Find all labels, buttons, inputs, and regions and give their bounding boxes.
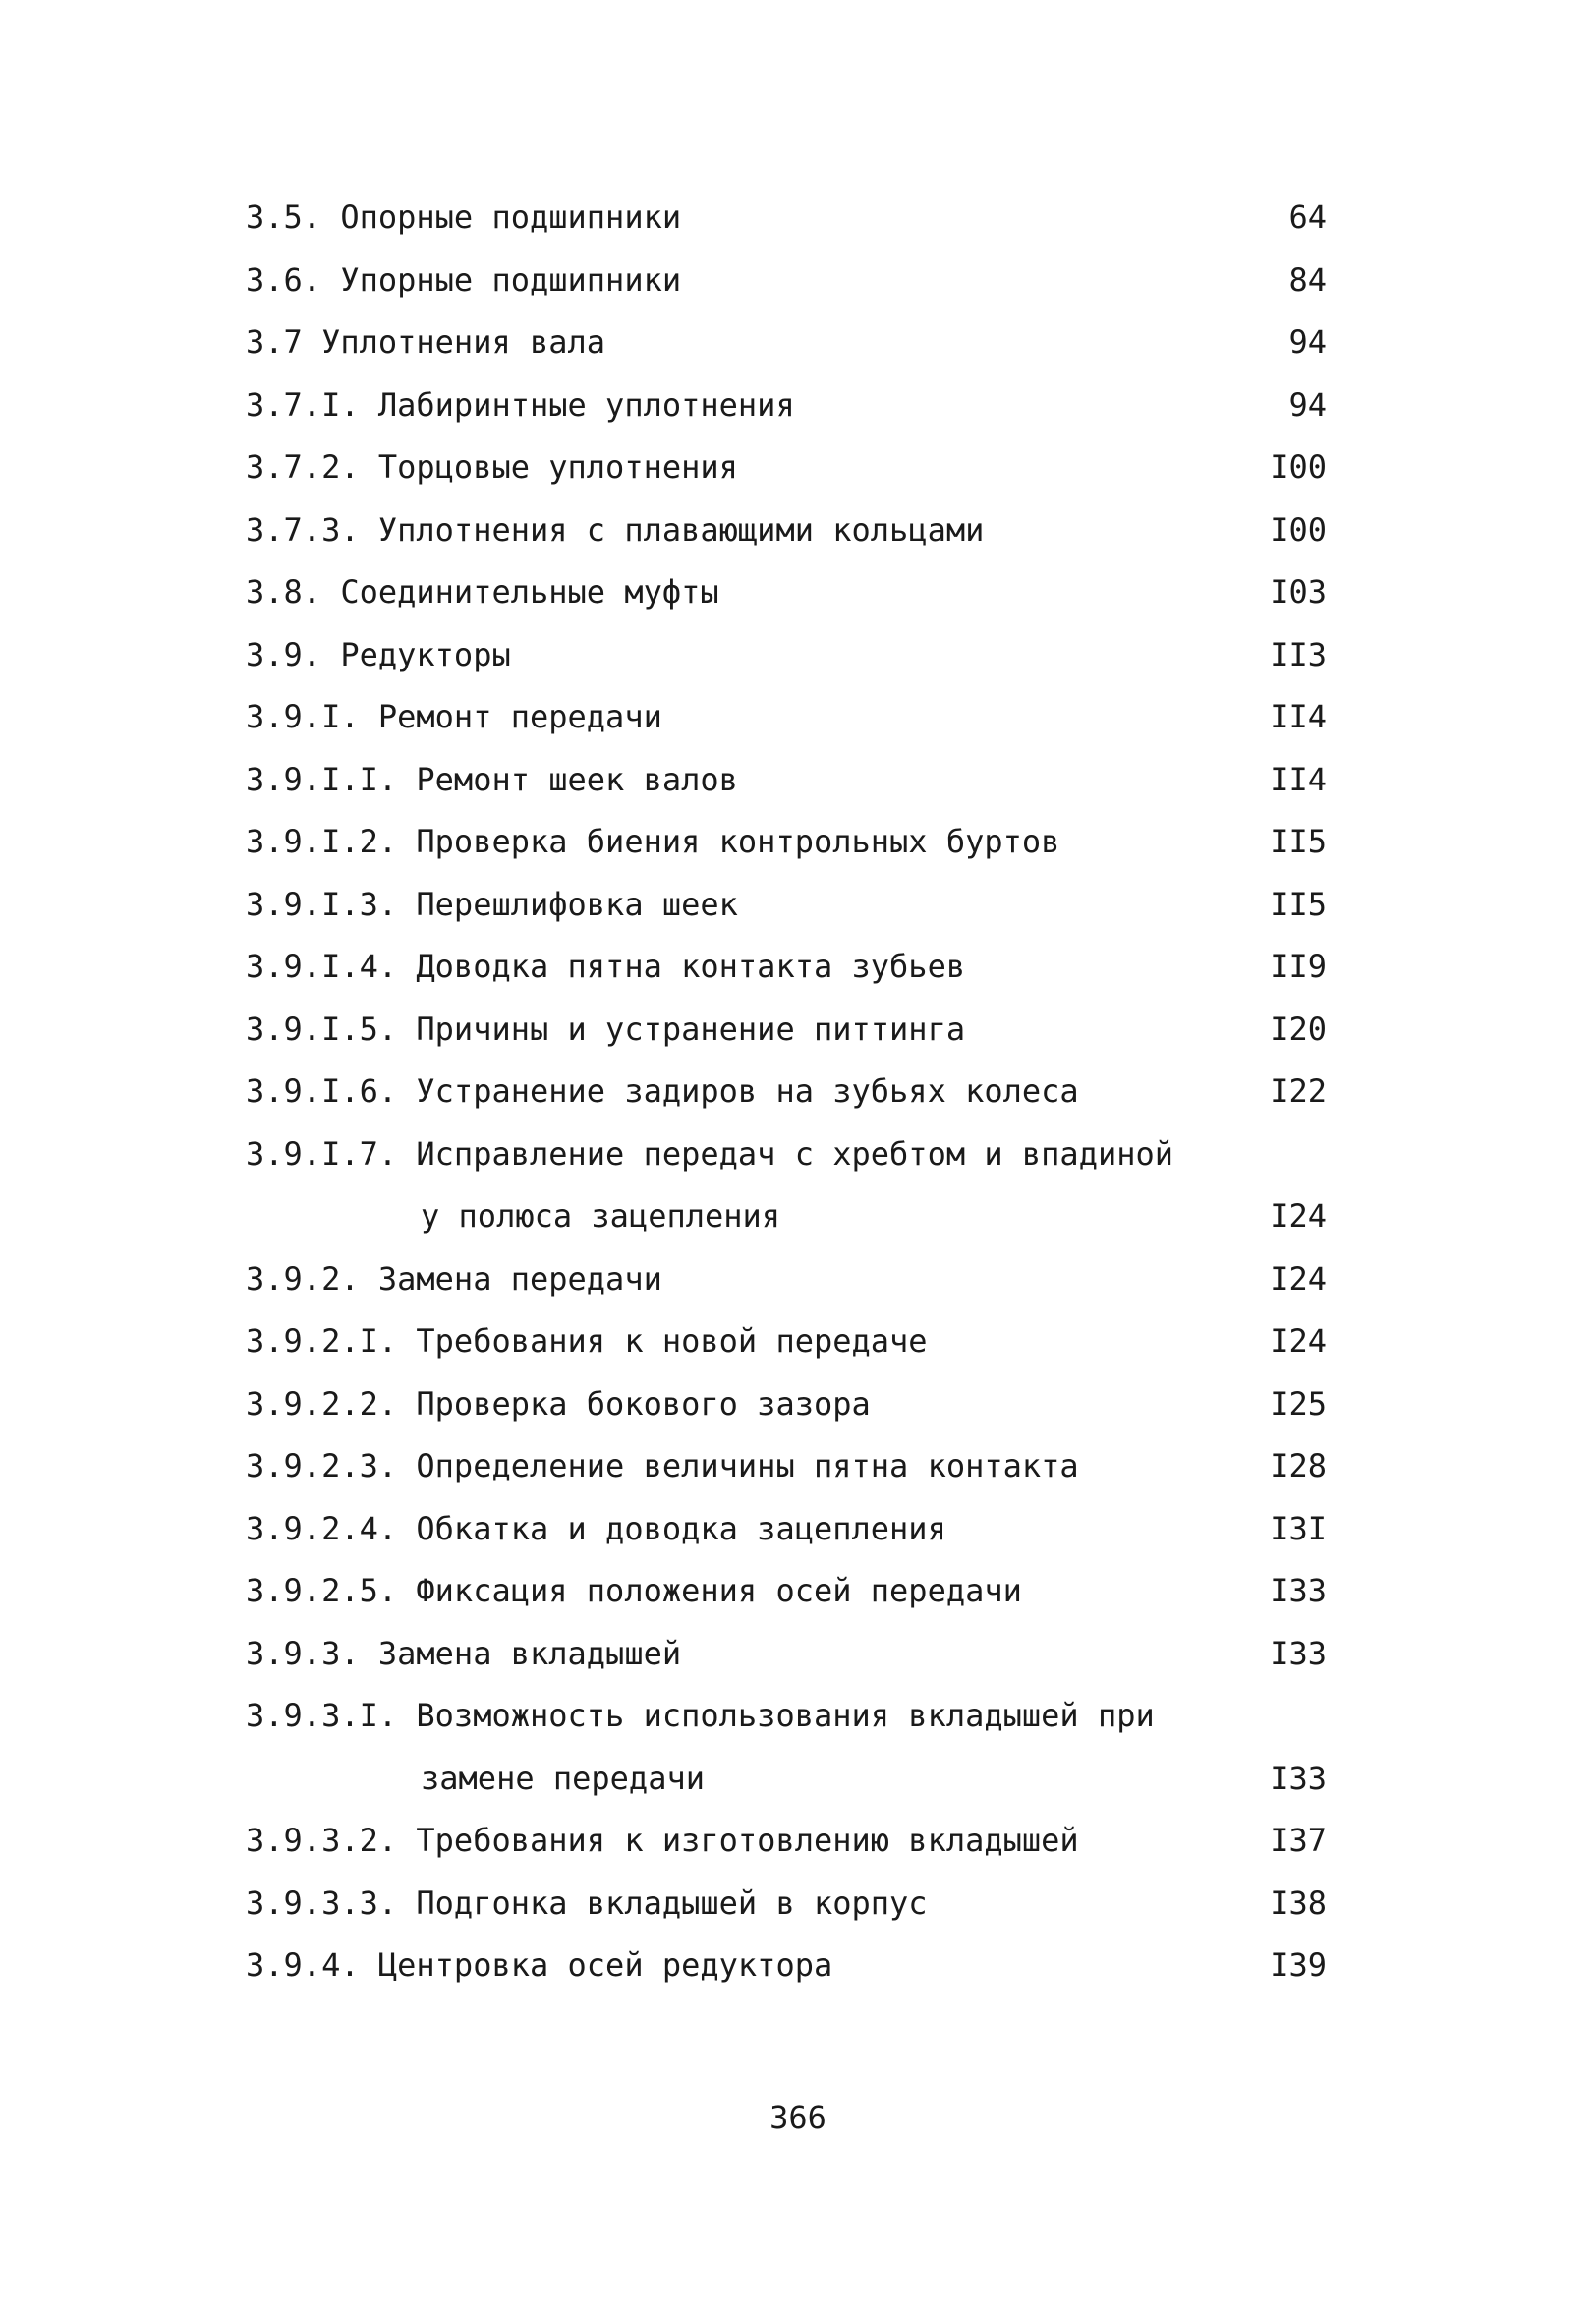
toc-entry-title: 3.9.I.4. Доводка пятна контакта зубьев	[246, 948, 966, 985]
toc-entry-page: I24	[1270, 1259, 1327, 1298]
toc-entry-title: 3.7.3. Уплотнения с плавающими кольцами	[246, 510, 985, 549]
toc-entry-title: 3.6. Упорные подшипники	[246, 261, 682, 299]
toc-entry-page: II5	[1270, 823, 1327, 860]
toc-entry-title: 3.9.I. Ремонт передачи	[246, 698, 662, 735]
toc-entry	[246, 686, 1376, 749]
toc-entry	[246, 936, 1376, 999]
toc-entry-page: I39	[1270, 1946, 1327, 1984]
page-number: 366	[770, 2099, 826, 2136]
toc-entry	[246, 312, 1376, 375]
toc-entry-title: у полюса зацепления	[421, 1197, 781, 1235]
toc-entry-title: 3.9.2.I. Требования к новой передаче	[246, 1322, 928, 1360]
toc-entry-page: I33	[1270, 1759, 1327, 1797]
toc-entry-title: 3.9.3.2. Требования к изготовлению вкладышей	[246, 1822, 1079, 1859]
toc-entry-title: 3.9.4. Центровка осей редуктора	[246, 1946, 833, 1984]
toc-entry-page: I20	[1270, 1010, 1327, 1048]
toc-entry-page: II9	[1270, 948, 1327, 985]
toc-entry-continuation	[246, 1748, 1376, 1811]
toc-entry-page: I37	[1270, 1822, 1327, 1859]
toc-entry-title: 3.9.2. Замена передачи	[246, 1259, 662, 1298]
toc-entry-page: II5	[1270, 885, 1327, 923]
toc-entry	[246, 1248, 1376, 1311]
toc-entry-title: 3.9.I.6. Устранение задиров на зубьях колеса	[246, 1073, 1079, 1110]
toc-entry-page: I00	[1270, 448, 1327, 486]
toc-entry	[246, 1873, 1376, 1936]
toc-entry-title: 3.5. Опорные подшипники	[246, 199, 682, 236]
toc-entry-page: I25	[1270, 1384, 1327, 1422]
toc-entry	[246, 874, 1376, 937]
table-of-contents	[246, 187, 1376, 1998]
toc-entry	[246, 1623, 1376, 1686]
toc-entry	[246, 561, 1376, 624]
toc-entry-page: II4	[1270, 698, 1327, 735]
toc-entry-page: 84	[1288, 261, 1327, 299]
toc-entry-title: 3.9.3. Замена вкладышей	[246, 1634, 682, 1672]
toc-entry-title: 3.9.3.I. Возможность использования вкладышей при	[246, 1697, 1155, 1734]
toc-entry-title: 3.7.2. Торцовые уплотнения	[246, 448, 738, 486]
toc-entry-title: 3.9.I.7. Исправление передач с хребтом и впадиной	[246, 1134, 1174, 1173]
toc-entry-page: I03	[1270, 573, 1327, 610]
toc-entry-page: I33	[1270, 1634, 1327, 1672]
toc-entry	[246, 1435, 1376, 1498]
toc-entry	[246, 999, 1376, 1062]
toc-entry	[246, 499, 1376, 562]
toc-entry	[246, 1935, 1376, 1998]
toc-entry-title: 3.9.2.5. Фиксация положения осей передачи	[246, 1572, 1022, 1609]
toc-entry-page: I24	[1270, 1197, 1327, 1235]
toc-entry	[246, 436, 1376, 499]
toc-entry-page: I33	[1270, 1572, 1327, 1609]
toc-entry	[246, 1560, 1376, 1623]
toc-entry-title: 3.9. Редукторы	[246, 635, 511, 673]
toc-entry-continuation	[246, 1186, 1376, 1248]
toc-entry-page: I28	[1270, 1447, 1327, 1484]
toc-entry-page: II4	[1270, 760, 1327, 798]
toc-entry	[246, 624, 1376, 687]
toc-entry-page: II3	[1270, 635, 1327, 673]
toc-entry	[246, 749, 1376, 812]
toc-entry-title: 3.9.I.5. Причины и устранение питтинга	[246, 1010, 966, 1048]
toc-entry-title: 3.8. Соединительные муфты	[246, 573, 719, 610]
toc-entry	[246, 1498, 1376, 1561]
toc-entry-title: 3.7.I. Лабиринтные уплотнения	[246, 385, 795, 424]
toc-entry-title: 3.9.I.2. Проверка биения контрольных буртов	[246, 823, 1060, 860]
toc-entry-page: I24	[1270, 1322, 1327, 1360]
toc-entry-page: I00	[1270, 510, 1327, 549]
toc-entry	[246, 1124, 1376, 1187]
toc-entry	[246, 811, 1376, 874]
toc-entry-title: 3.9.I.I. Ремонт шеек валов	[246, 760, 738, 798]
toc-entry-title: 3.9.2.4. Обкатка и доводка зацепления	[246, 1509, 946, 1547]
toc-entry	[246, 1061, 1376, 1124]
toc-entry-title: замене передачи	[421, 1759, 705, 1797]
toc-entry	[246, 1810, 1376, 1873]
toc-entry	[246, 250, 1376, 313]
toc-entry-page: 64	[1288, 199, 1327, 236]
toc-entry	[246, 187, 1376, 250]
toc-entry-title: 3.9.2.2. Проверка бокового зазора	[246, 1384, 871, 1422]
toc-entry-title: 3.7 Уплотнения вала	[246, 323, 606, 361]
toc-entry-title: 3.9.2.3. Определение величины пятна контакта	[246, 1447, 1079, 1484]
toc-entry-title: 3.9.I.3. Перешлифовка шеек	[246, 885, 738, 923]
toc-entry-page: I38	[1270, 1884, 1327, 1922]
toc-entry-page: I3I	[1270, 1509, 1327, 1547]
toc-entry	[246, 375, 1376, 437]
toc-entry	[246, 1373, 1376, 1436]
toc-entry-page: 94	[1288, 323, 1327, 361]
toc-entry	[246, 1685, 1376, 1748]
toc-entry-page: I22	[1270, 1073, 1327, 1110]
toc-entry	[246, 1310, 1376, 1373]
toc-entry-page: 94	[1288, 385, 1327, 424]
toc-entry-title: 3.9.3.3. Подгонка вкладышей в корпус	[246, 1884, 928, 1922]
